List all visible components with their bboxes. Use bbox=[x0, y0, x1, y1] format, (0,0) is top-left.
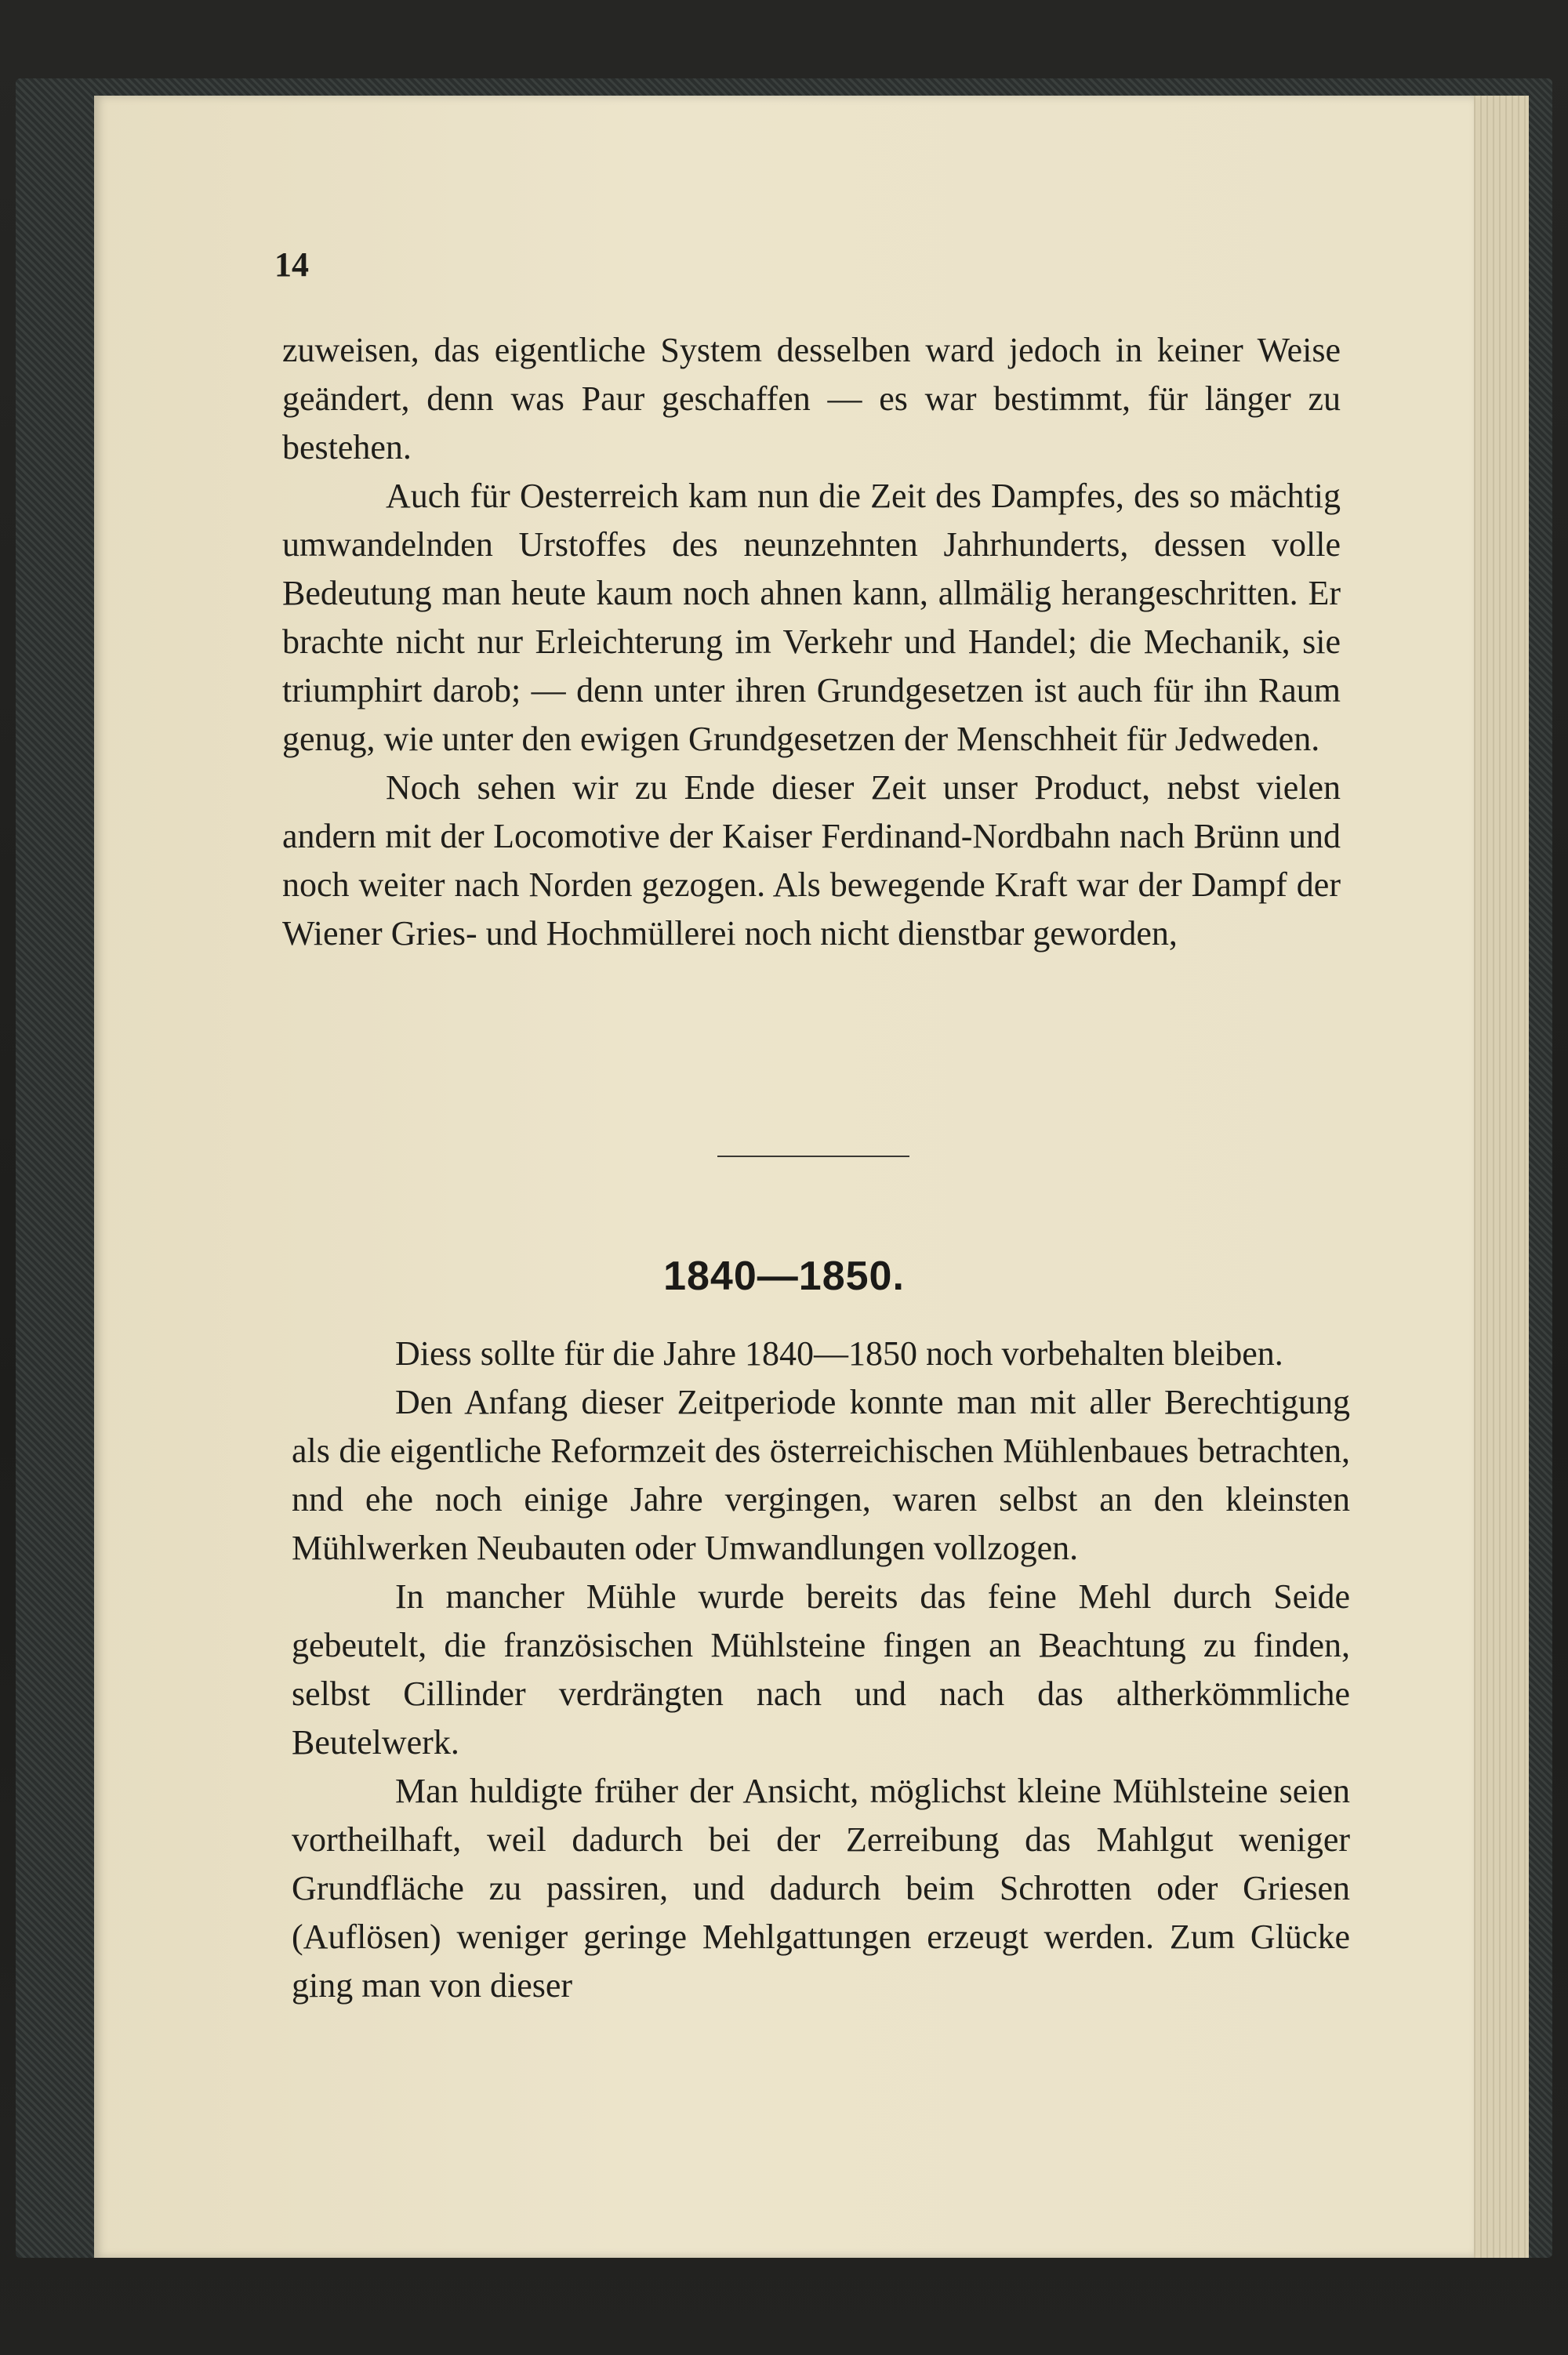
section-heading: 1840—1850. bbox=[663, 1254, 905, 1299]
page-number: 14 bbox=[274, 245, 309, 284]
paragraph: zuweisen, das eigentliche System desselben ward jedoch in keiner Weise geändert, denn was Paur geschaffen — es war bestimmt, für länger zu bestehen. bbox=[282, 331, 1341, 466]
section-divider bbox=[717, 1156, 909, 1157]
paragraph: Diess sollte für die Jahre 1840—1850 noch vorbehalten bleiben. bbox=[395, 1334, 1283, 1373]
body-text-before-section bbox=[282, 326, 1341, 958]
paragraph: Man huldigte früher der Ansicht, möglichst kleine Mühlsteine seien vortheilhaft, weil dadurch bei der Zerreibung das Mahlgut weniger Grundfläche zu passiren, und dadurch beim Schrotten oder Griesen (Auflösen) weniger geringe Mehlgattungen erzeugt werden. Zum Glücke ging man von dieser bbox=[292, 1772, 1350, 2005]
paragraph: In mancher Mühle wurde bereits das feine Mehl durch Seide gebeutelt, die französischen Mühlsteine fingen an Beachtung zu finden, selbst Cillinder verdrängten nach und nach das altherkömmliche Beutelwerk. bbox=[292, 1577, 1350, 1762]
body-text-section bbox=[292, 1330, 1350, 2010]
paragraph: Noch sehen wir zu Ende dieser Zeit unser Product, nebst vielen andern mit der Locomotive der Kaiser Ferdinand-Nordbahn nach Brünn und noch weiter nach Norden gezogen. Als bewegende Kraft war der Dampf der Wiener Gries- und Hochmüllerei noch nicht dienstbar geworden, bbox=[282, 768, 1341, 953]
paragraph: Den Anfang dieser Zeitperiode konnte man mit aller Berechtigung als die eigentliche Reformzeit des österreichischen Mühlenbaues betrachten, nnd ehe noch einige Jahre vergingen, waren selbst an den kleinsten Mühlwerken Neubauten oder Umwandlungen vollzogen. bbox=[292, 1383, 1350, 1567]
paragraph: Auch für Oesterreich kam nun die Zeit des Dampfes, des so mächtig umwandelnden Urstoffes des neunzehnten Jahrhunderts, dessen volle Bedeutung man heute kaum noch ahnen kann, allmälig herangeschritten. Er brachte nicht nur Erleichterung im Verkehr und Handel; die Mechanik, sie triumphirt darob; — denn unter ihren Grundgesetzen ist auch für ihn Raum genug, wie unter den ewigen Grundgesetzen der Menschheit für Jedweden. bbox=[282, 477, 1341, 758]
